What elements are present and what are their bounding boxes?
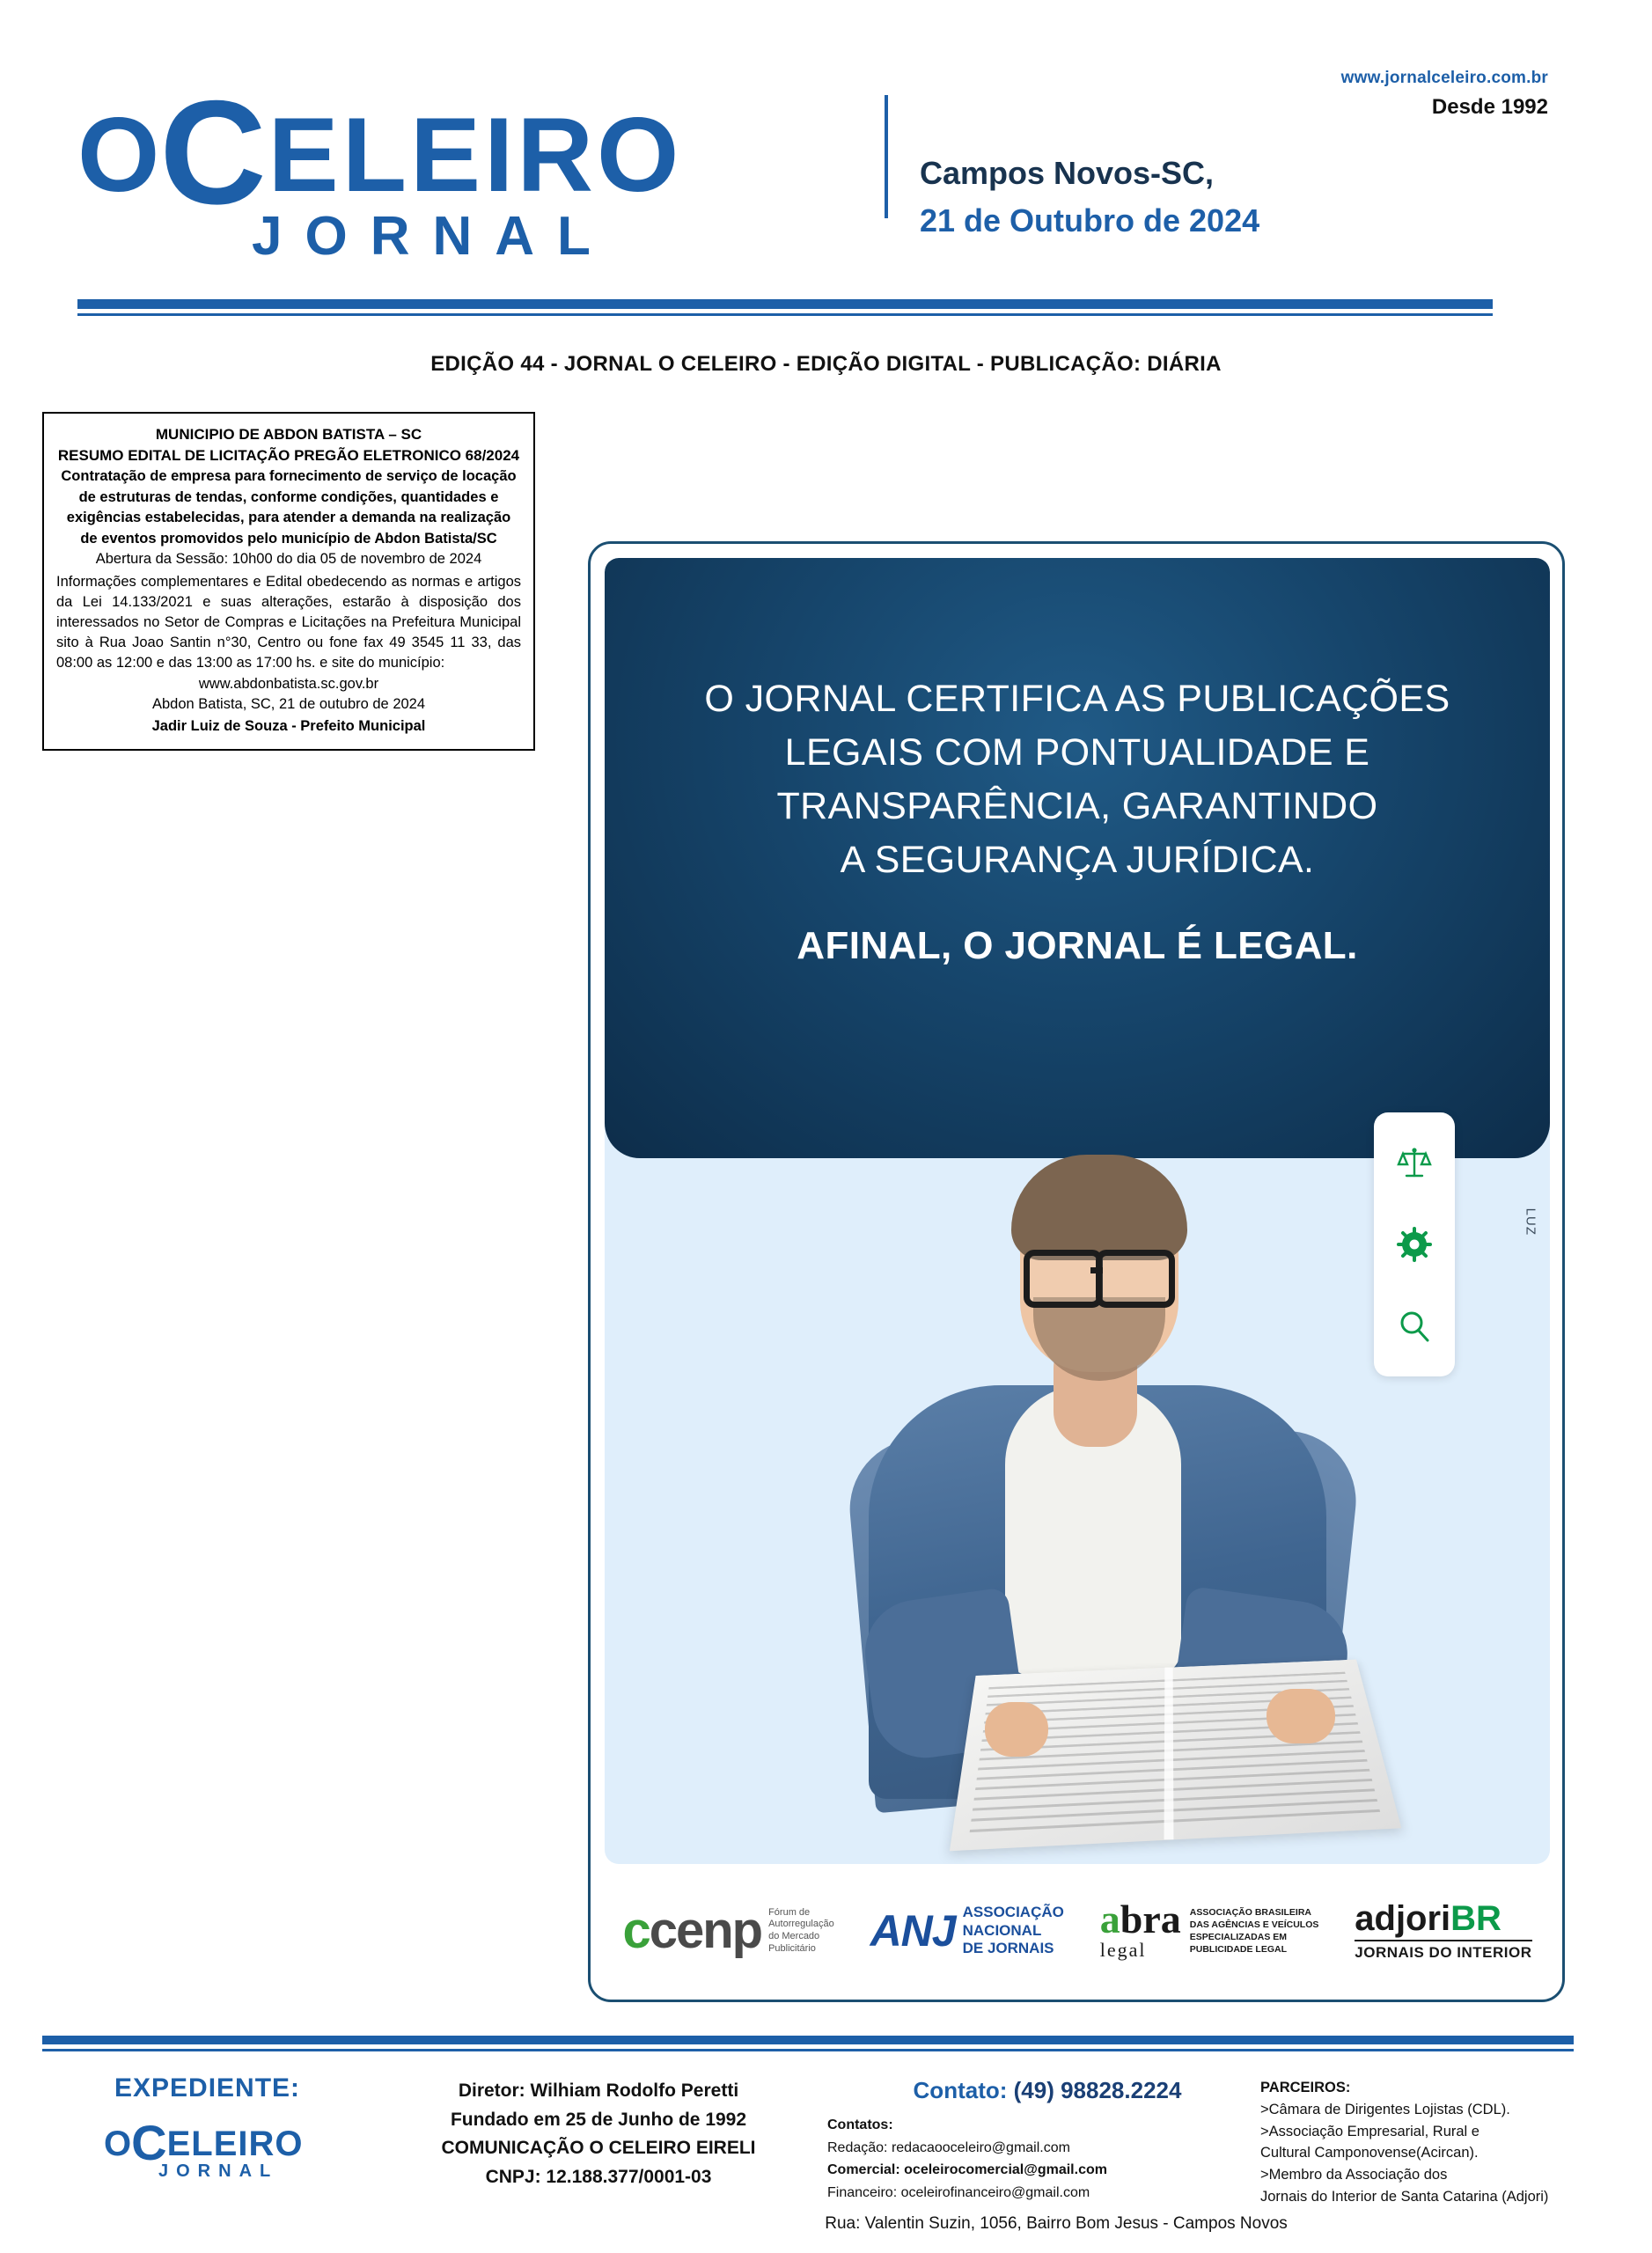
adjori-br-logo — [1355, 1898, 1532, 1962]
eyeglasses-left-lens — [1024, 1250, 1103, 1308]
city-date-block — [920, 150, 1413, 245]
partners-title: PARCEIROS: — [1260, 2080, 1351, 2095]
contato-label: Contato: — [913, 2077, 1008, 2103]
since-label: Desde 1992 — [1431, 95, 1548, 119]
notice-information: Informações complementares e Edital obedecendo as normas e artigos da Lei 14.133/2021 e suas alterações, estarão à disposição dos interessados no Setor de Compras e Licitações na Prefeitura Municipal sito à Rua Joao Santin n°30, Centro ou fone fax 49 3545 11 33, das 08:00 as 12:00 e das 13:00 as 17:00 hs. e site do município: — [56, 574, 521, 671]
company-name: COMUNICAÇÃO O CELEIRO EIRELI — [441, 2138, 756, 2159]
masthead-divider — [885, 95, 888, 218]
notice-municipality: MUNICIPIO DE ABDON BATISTA – SC — [155, 426, 422, 443]
footer-director-block — [414, 2077, 783, 2191]
footer-logo-letter-c: C — [131, 2115, 167, 2170]
footer-expediente — [0, 2059, 1652, 2253]
notice-place-date: Abdon Batista, SC, 21 de outubro de 2024 — [151, 695, 426, 712]
ad-line-3: TRANSPARÊNCIA, GARANTINDO — [776, 785, 1378, 828]
comercial-email[interactable]: oceleirocomercial@gmail.com — [904, 2162, 1107, 2178]
partner-item: >Membro da Associação dos — [1260, 2167, 1448, 2183]
footer-address: Rua: Valentin Suzin, 1056, Bairro Bom Jesus - Campos Novos — [825, 2214, 1288, 2233]
ad-line-4: A SEGURANÇA JURÍDICA. — [840, 839, 1315, 882]
ad-line-2: LEGAIS COM PONTUALIDADE E — [784, 731, 1370, 774]
masthead-rule-thick — [77, 299, 1493, 309]
right-hand — [1267, 1689, 1335, 1743]
left-hand — [985, 1702, 1048, 1757]
legal-notice-box — [42, 412, 535, 751]
partner-item: >Associação Empresarial, Rural e — [1260, 2123, 1479, 2139]
footer-logo-letter-o: O — [104, 2125, 132, 2163]
footer-rule-thin — [42, 2049, 1574, 2051]
abra-wordmark-block — [1099, 1897, 1181, 1962]
ad-side-label: LUZ — [1523, 1207, 1538, 1236]
abra-wordmark: abra — [1099, 1897, 1181, 1942]
redacao-email[interactable]: redacaooceleiro@gmail.com — [891, 2139, 1070, 2155]
contatos-title: Contatos: — [827, 2117, 893, 2132]
comercial-label: Comercial: — [827, 2162, 900, 2178]
contato-phone[interactable]: (49) 98828.2224 — [1013, 2077, 1182, 2103]
masthead — [0, 0, 1652, 352]
footer-logo — [104, 2114, 385, 2182]
footer-rule-thick — [42, 2036, 1574, 2044]
gear-icon — [1395, 1225, 1434, 1264]
website-url[interactable]: www.jornalceleiro.com.br — [1340, 69, 1548, 87]
ad-line-1: O JORNAL CERTIFICA AS PUBLICAÇÕES — [704, 678, 1450, 720]
ad-slogan: AFINAL, O JORNAL É LEGAL. — [797, 924, 1358, 968]
cenp-subtitle: Fórum de Autorregulação do Mercado Publicitário — [768, 1906, 834, 1954]
scales-icon — [1395, 1143, 1434, 1182]
comercial-row — [827, 2159, 1285, 2182]
newspaper-logo — [77, 66, 852, 268]
abra-subtitle: legal — [1099, 1938, 1147, 1961]
redacao-row — [827, 2137, 1285, 2160]
adjori-wordmark: adjoriBR — [1355, 1898, 1501, 1938]
magnifier-icon — [1395, 1307, 1434, 1346]
newspaper-fold — [1164, 1668, 1174, 1840]
partner-item: Cultural Camponovense(Acircan). — [1260, 2145, 1479, 2161]
partner-item: Jornais do Interior de Santa Catarina (Adjori) — [1260, 2188, 1549, 2205]
financeiro-email[interactable]: oceleirofinanceiro@gmail.com — [900, 2184, 1090, 2200]
logo-word-eleiro: ELEIRO — [268, 96, 683, 214]
redacao-label: Redação: — [827, 2139, 888, 2155]
footer-logo-wordmark — [104, 2114, 385, 2170]
anj-subtitle: ASSOCIAÇÃO NACIONAL DE JORNAIS — [962, 1904, 1064, 1957]
main-advertisement — [588, 541, 1565, 2002]
adjori-subtitle: JORNAIS DO INTERIOR — [1355, 1940, 1531, 1962]
financeiro-row — [827, 2182, 1285, 2205]
eyeglasses-bridge — [1090, 1267, 1103, 1273]
logo-letter-c: C — [159, 70, 268, 235]
founded-date: Fundado em 25 de Junho de 1992 — [450, 2109, 747, 2130]
footer-partners-block — [1260, 2077, 1612, 2208]
logo-subtitle: JORNAL — [252, 206, 613, 267]
cenp-logo — [622, 1902, 834, 1959]
notice-title: RESUMO EDITAL DE LICITAÇÃO PREGÃO ELETRONICO 68/2024 — [57, 447, 520, 465]
partner-item: >Câmara de Dirigentes Lojistas (CDL). — [1260, 2101, 1510, 2117]
cenp-wordmark: ccenp — [622, 1902, 762, 1959]
hair — [1011, 1155, 1187, 1260]
notice-object: Contratação de empresa para fornecimento de serviço de locação de estruturas de tendas, conforme condições, quantidades e exigências estabelecidas, para atender a demanda na realização de eventos promovidos pelo município de Abdon Batista/SC — [61, 468, 517, 547]
company-cnpj: CNPJ: 12.188.377/0001-03 — [485, 2166, 712, 2187]
abra-description: ASSOCIAÇÃO BRASILEIRA DAS AGÊNCIAS E VEÍCULOS ESPECIALIZADAS EM PUBLICIDADE LEGAL — [1189, 1906, 1319, 1956]
city-label: Campos Novos-SC, — [920, 155, 1215, 191]
logo-wordmark — [77, 66, 852, 235]
ad-inner-panel — [605, 558, 1550, 1864]
logo-letter-o: O — [77, 96, 160, 214]
notice-signature: Jadir Luiz de Souza - Prefeito Municipal — [151, 717, 426, 734]
abra-legal-logo — [1099, 1897, 1319, 1962]
footer-contact-phone-block — [819, 2077, 1276, 2104]
masthead-rule-thin — [77, 313, 1493, 316]
date-label: 21 de Outubro de 2024 — [920, 202, 1260, 239]
notice-session-opening: Abertura da Sessão: 10h00 do dia 05 de novembro de 2024 — [95, 550, 482, 567]
expediente-title: EXPEDIENTE: — [114, 2073, 301, 2103]
director-name: Diretor: Wilhiam Rodolfo Peretti — [458, 2081, 739, 2101]
footer-logo-subtitle: JORNAL — [158, 2161, 279, 2181]
icon-strip — [1374, 1112, 1455, 1376]
anj-wordmark: ANJ — [870, 1905, 956, 1956]
edition-line: EDIÇÃO 44 - JORNAL O CELEIRO - EDIÇÃO DIGITAL - PUBLICAÇÃO: DIÁRIA — [430, 352, 1222, 376]
financeiro-label: Financeiro: — [827, 2184, 898, 2200]
notice-city-website[interactable]: www.abdonbatista.sc.gov.br — [198, 675, 379, 692]
footer-emails-block — [827, 2114, 1285, 2204]
anj-logo — [870, 1904, 1064, 1957]
eyeglasses-right-lens — [1096, 1250, 1175, 1308]
footer-logo-word-eleiro: ELEIRO — [166, 2125, 304, 2163]
certification-logos-row — [605, 1875, 1550, 1987]
